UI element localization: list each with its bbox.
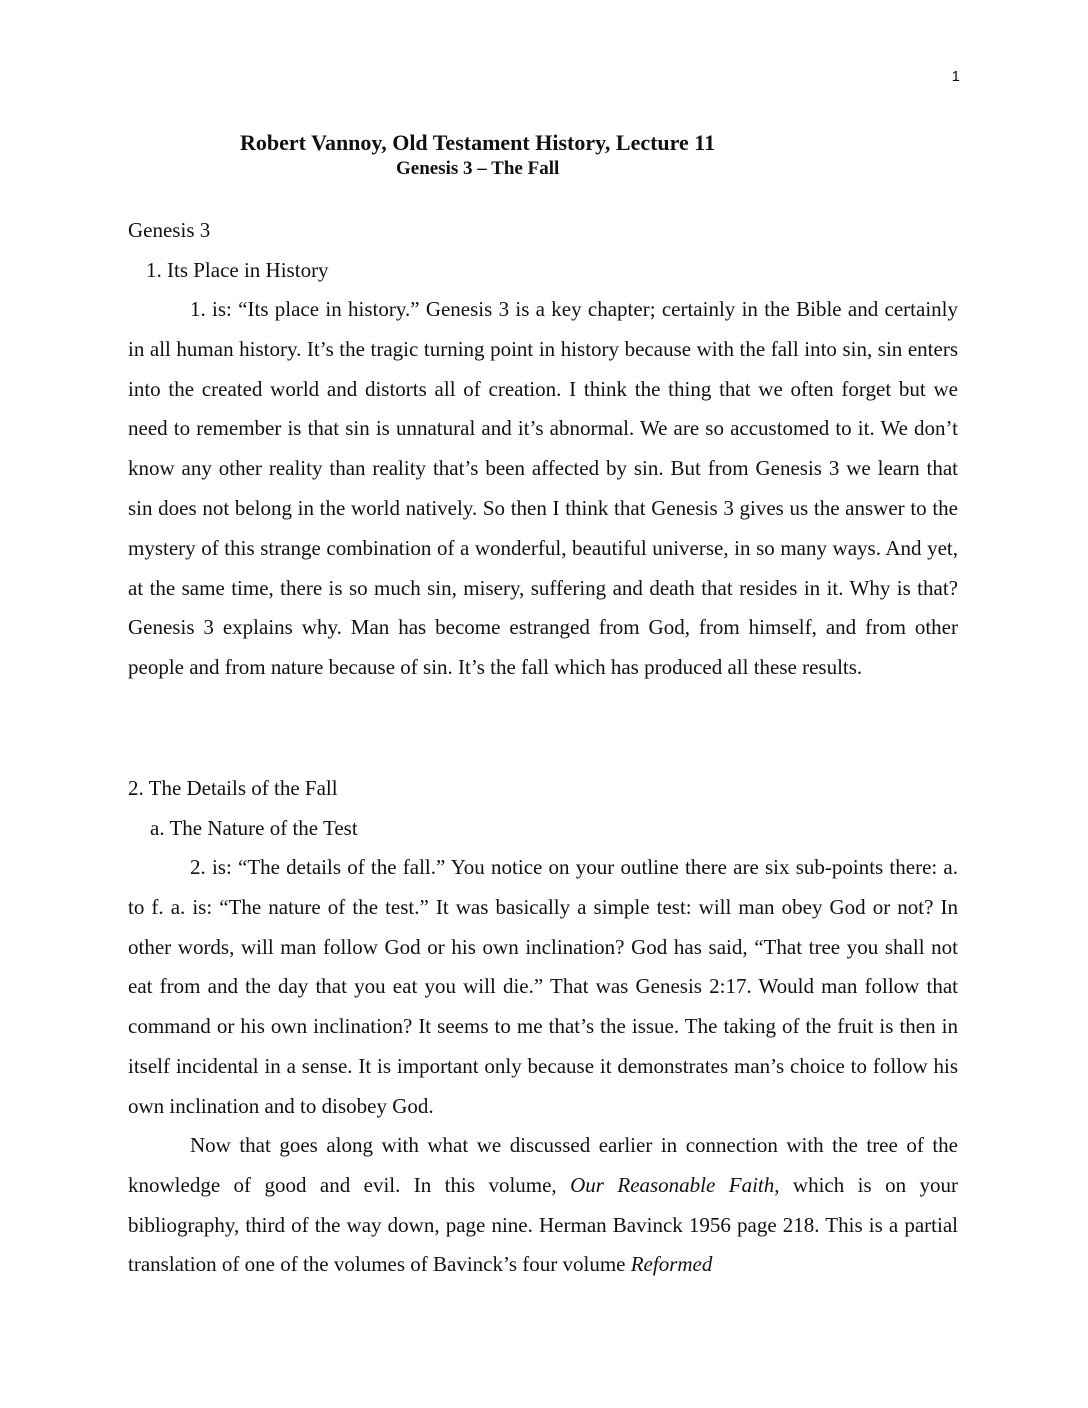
- paragraph-3: [128, 1126, 958, 1285]
- paragraph-3-text-b: , which is on your bibliography, third of the way down, page nine. Herman Bavinck 1956 page 218. This is a partial translation of one of the volumes of Bavinck’s four volume: [128, 1172, 959, 1277]
- section-label: Genesis 3: [128, 218, 211, 242]
- paragraph-3-text-a: Now that goes along with what we discussed earlier in connection with the tree of the knowledge of good and evil. In this volume,: [128, 1133, 958, 1197]
- paragraph-1: 1. is: “Its place in history.” Genesis 3 is a key chapter; certainly in the Bible and certainly in all human history. It’s the tragic turning point in history because with the fall into sin, sin enters into the created world and distorts all of creation. I think the thing that we often forget but we need to remember is that sin is unnatural and it’s abnormal. We are so accustomed to it. We don’t know any other reality than reality that’s been affected by sin. But from Genesis 3 we learn that sin does not belong in the world natively. So then I think that Genesis 3 gives us the answer to the mystery of this strange combination of a wonderful, beautiful universe, in so many ways. And yet, at the same time, there is so much sin, misery, suffering and death that resides in it. Why is that? Genesis 3 explains why. Man has become estranged from God, from himself, and from other people and from nature because of sin. It’s the fall which has produced all these results.: [128, 297, 958, 680]
- page-number: 1: [951, 68, 960, 85]
- paragraph-2: 2. is: “The details of the fall.” You notice on your outline there are six sub-points there: a. to f. a. is: “The nature of the test.” It was basically a simple test: will man obey God or not? In other words, will man follow God or his own inclination? God has said, “That tree you shall not eat from and the day that you eat you will die.” That was Genesis 2:17. Would man follow that command or his own inclination? It seems to me that’s the issue. The taking of the fruit is then in itself incidental in a sense. It is important only because it demonstrates man’s choice to follow his own inclination and to disobey God.: [128, 855, 958, 1118]
- book-title-our-reasonable-faith: Our Reasonable Faith: [570, 1172, 775, 1197]
- lecture-title: Robert Vannoy, Old Testament History, Lecture 11: [240, 130, 716, 155]
- outline-item-2a: a. The Nature of the Test: [150, 816, 358, 840]
- book-title-reformed: Reformed: [630, 1252, 713, 1277]
- lecture-subtitle: Genesis 3 – The Fall: [396, 158, 560, 179]
- outline-item-2: 2. The Details of the Fall: [128, 776, 338, 800]
- outline-item-1: 1. Its Place in History: [146, 258, 329, 282]
